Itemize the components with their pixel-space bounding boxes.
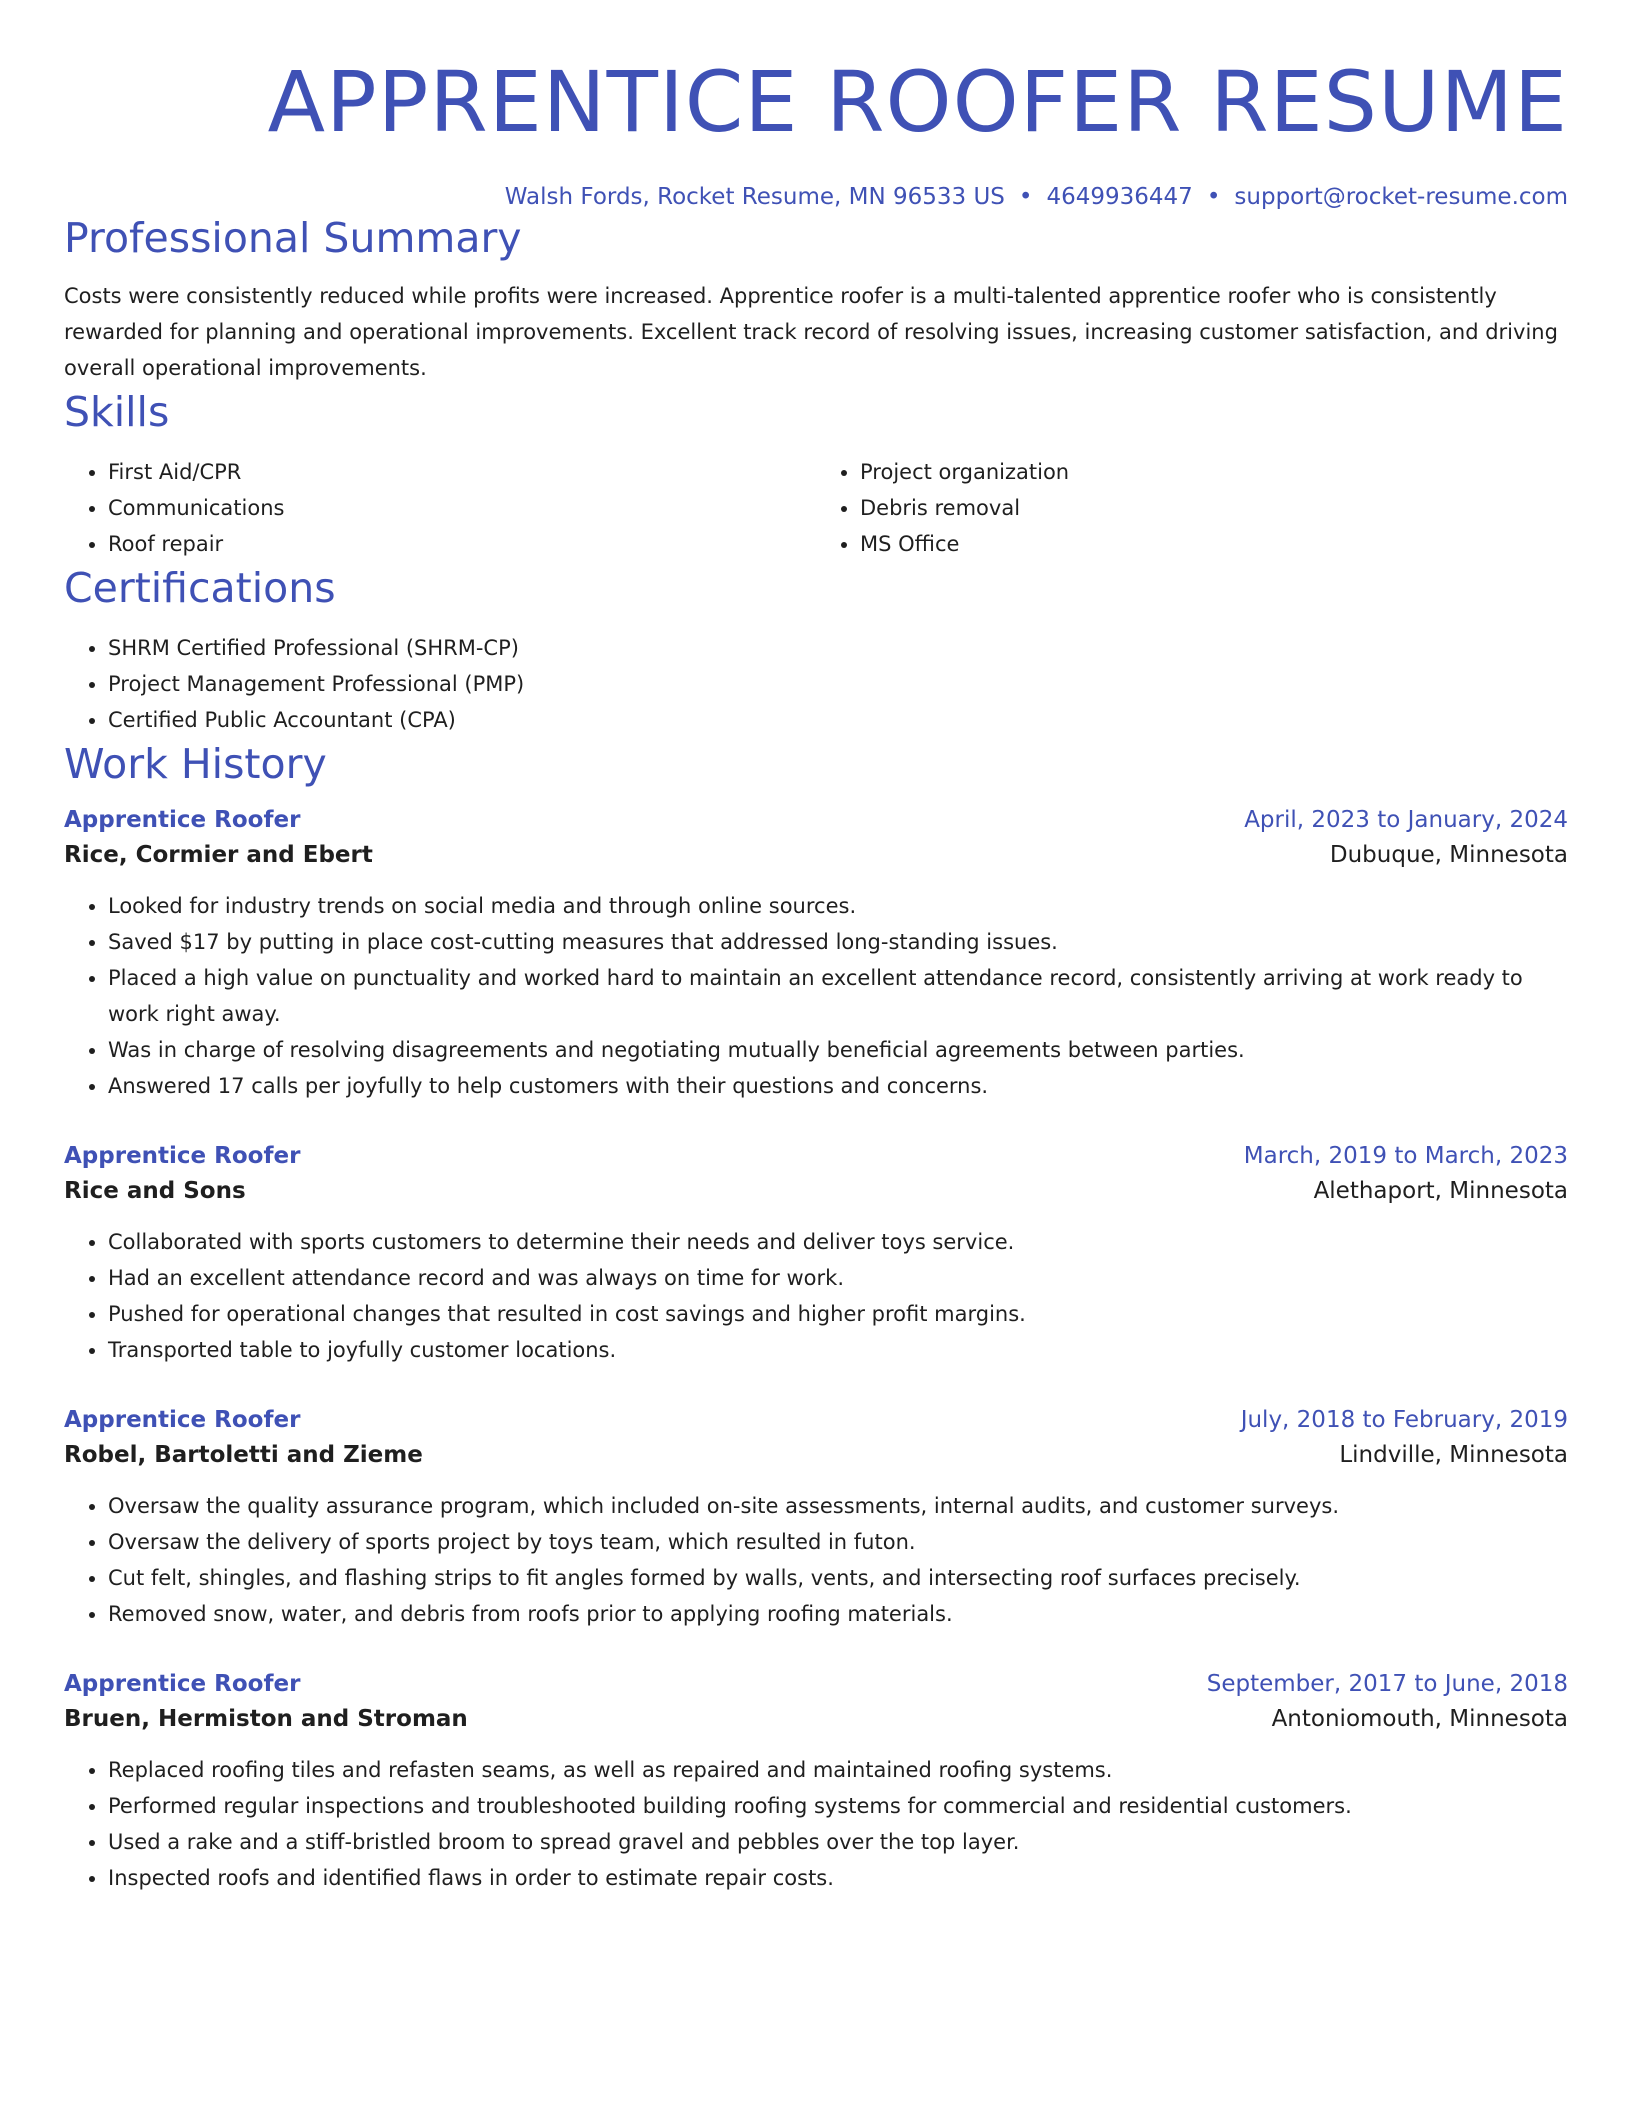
job-header xyxy=(64,1404,1568,1436)
job-bullet: • Transported table to joyfully customer locations. xyxy=(108,1332,1568,1368)
skill-item: • Project organization xyxy=(860,454,1568,490)
job-bullet: • Saved $17 by putting in place cost-cutting measures that addressed long-standing issues. xyxy=(108,924,1568,960)
job-subheader xyxy=(64,1436,1568,1474)
job-header xyxy=(64,1140,1568,1172)
job-bullet: • Oversaw the delivery of sports project by toys team, which resulted in futon. xyxy=(108,1524,1568,1560)
summary-text: Costs were consistently reduced while profits were increased. Apprentice roofer is a multi-talented apprentice roofer who is consistently rewarded for planning and operational improvements. Excellent track record of resolving issues, increasing customer satisfaction, and driving overall operational improvements. xyxy=(64,284,1558,380)
job-bullet: • Removed snow, water, and debris from roofs prior to applying roofing materials. xyxy=(108,1596,1568,1632)
skill-item: • Communications xyxy=(108,490,816,526)
job-company: Robel, Bartoletti and Zieme xyxy=(64,1442,423,1468)
job-bullets xyxy=(64,1752,1568,1896)
job-company: Bruen, Hermiston and Stroman xyxy=(64,1706,468,1732)
job-header xyxy=(64,804,1568,836)
job-bullet: • Used a rake and a stiff-bristled broom to spread gravel and pebbles over the top layer. xyxy=(108,1824,1568,1860)
contact-line xyxy=(64,182,1568,212)
job-company: Rice, Cormier and Ebert xyxy=(64,842,373,868)
certification-item: • SHRM Certified Professional (SHRM-CP) xyxy=(108,630,1568,666)
job-location: Alethaport, Minnesota xyxy=(1313,1178,1568,1204)
skill-item: • MS Office xyxy=(860,526,1568,562)
job-dates: March, 2019 to March, 2023 xyxy=(1243,1143,1568,1169)
job-bullets xyxy=(64,1224,1568,1368)
resume-title: APPRENTICE ROOFER RESUME xyxy=(267,53,1568,151)
job-bullet: • Looked for industry trends on social media and through online sources. xyxy=(108,888,1568,924)
job-location: Lindville, Minnesota xyxy=(1339,1442,1568,1468)
job-subheader xyxy=(64,1700,1568,1738)
contact-email[interactable]: support@rocket-resume.com xyxy=(1234,184,1568,210)
job-title: Apprentice Roofer xyxy=(64,1143,301,1169)
job-location: Antoniomouth, Minnesota xyxy=(1271,1706,1568,1732)
job-title: Apprentice Roofer xyxy=(64,1407,301,1433)
job-entry xyxy=(64,1404,1568,1632)
job-bullet: • Pushed for operational changes that resulted in cost savings and higher profit margins. xyxy=(108,1296,1568,1332)
contact-separator: • xyxy=(1018,184,1033,210)
contact-phone: 4649936447 xyxy=(1046,184,1193,210)
job-bullet: • Cut felt, shingles, and flashing strips to fit angles formed by walls, vents, and intersecting roof surfaces precisely. xyxy=(108,1560,1568,1596)
job-bullet: • Had an excellent attendance record and was always on time for work. xyxy=(108,1260,1568,1296)
skills-heading: Skills xyxy=(64,388,170,436)
job-bullet: • Inspected roofs and identified flaws in order to estimate repair costs. xyxy=(108,1860,1568,1896)
job-entry xyxy=(64,804,1568,1104)
job-bullet: • Replaced roofing tiles and refasten seams, as well as repaired and maintained roofing systems. xyxy=(108,1752,1568,1788)
job-bullet: • Performed regular inspections and troubleshooted building roofing systems for commercial and residential customers. xyxy=(108,1788,1568,1824)
job-title: Apprentice Roofer xyxy=(64,807,301,833)
certifications-list xyxy=(64,630,1568,738)
job-bullet: • Collaborated with sports customers to determine their needs and deliver toys service. xyxy=(108,1224,1568,1260)
job-bullet: • Placed a high value on punctuality and worked hard to maintain an excellent attendance record, consistently arriving at work ready to work right away. xyxy=(108,960,1568,1032)
job-dates: July, 2018 to February, 2019 xyxy=(1240,1407,1568,1433)
contact-address: Walsh Fords, Rocket Resume, MN 96533 US xyxy=(504,184,1005,210)
job-entry xyxy=(64,1140,1568,1368)
job-bullets xyxy=(64,888,1568,1104)
job-dates: September, 2017 to June, 2018 xyxy=(1206,1671,1568,1697)
skills-list xyxy=(64,454,1568,562)
job-entry xyxy=(64,1668,1568,1896)
certifications-heading: Certifications xyxy=(64,564,336,612)
job-bullets xyxy=(64,1488,1568,1632)
job-title: Apprentice Roofer xyxy=(64,1671,301,1697)
job-location: Dubuque, Minnesota xyxy=(1329,842,1568,868)
skill-item: • Roof repair xyxy=(108,526,816,562)
skill-item: • First Aid/CPR xyxy=(108,454,816,490)
job-dates: April, 2023 to January, 2024 xyxy=(1244,807,1568,833)
contact-separator: • xyxy=(1206,184,1221,210)
certification-item: • Project Management Professional (PMP) xyxy=(108,666,1568,702)
work-history-heading: Work History xyxy=(64,740,327,788)
skill-item: • Debris removal xyxy=(860,490,1568,526)
job-bullet: • Oversaw the quality assurance program, which included on-site assessments, internal audits, and customer surveys. xyxy=(108,1488,1568,1524)
certification-item: • Certified Public Accountant (CPA) xyxy=(108,702,1568,738)
skills-column-left xyxy=(64,454,816,562)
summary-heading: Professional Summary xyxy=(64,214,522,262)
job-company: Rice and Sons xyxy=(64,1178,246,1204)
skills-column-right xyxy=(816,454,1568,562)
job-bullet: • Answered 17 calls per joyfully to help customers with their questions and concerns. xyxy=(108,1068,1568,1104)
job-subheader xyxy=(64,836,1568,874)
job-subheader xyxy=(64,1172,1568,1210)
job-header xyxy=(64,1668,1568,1700)
job-bullet: • Was in charge of resolving disagreements and negotiating mutually beneficial agreements between parties. xyxy=(108,1032,1568,1068)
